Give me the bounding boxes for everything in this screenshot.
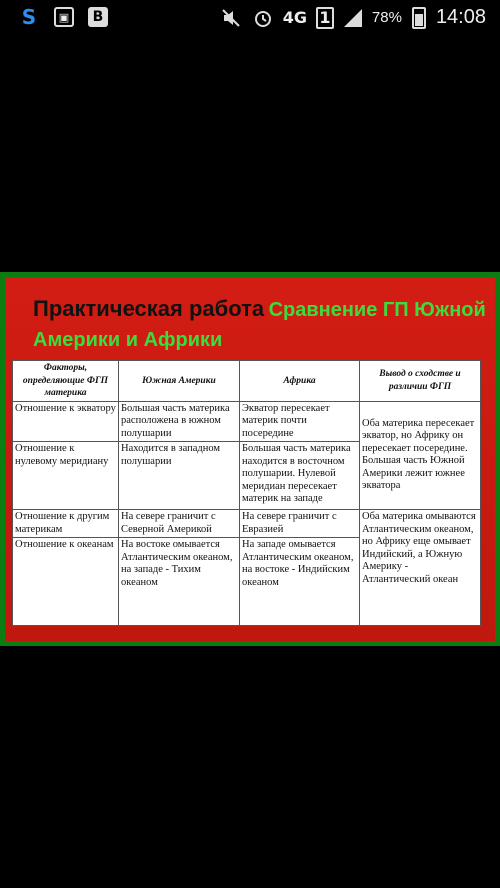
slide-image: [0, 272, 500, 646]
table-row: [13, 510, 481, 538]
cell-africa: На севере граничит с Евразией: [240, 510, 360, 538]
cell-south-america: Большая часть материка расположена в южном полушарии: [119, 401, 240, 442]
cell-factor: Отношение к нулевому меридиану: [13, 442, 119, 510]
header-conclusion: Вывод о сходстве и различии ФГП: [360, 361, 481, 402]
cell-africa: На западе омывается Атлантическим океаном, на востоке - Индийским океаном: [240, 538, 360, 626]
table-row: [13, 401, 481, 442]
cell-conclusion: Оба материка пересекает экватор, но Африку он пересекает посередине. Большая часть Южной Америки лежит южнее экватора: [360, 401, 481, 510]
battery-icon: [412, 7, 426, 29]
cell-south-america: На севере граничит с Северной Америкой: [119, 510, 240, 538]
mute-icon: [220, 7, 242, 29]
slide-title: [33, 295, 493, 356]
clock: 14:08: [435, 6, 486, 28]
sim-icon: 1: [316, 7, 334, 29]
cell-factor: Отношение к экватору: [13, 401, 119, 442]
battery-percent: 78%: [371, 9, 402, 26]
cell-factor: Отношение к другим материкам: [13, 510, 119, 538]
title-main: Практическая работа: [33, 296, 265, 321]
system-icons: [220, 6, 486, 29]
alarm-icon: [252, 7, 274, 29]
cell-south-america: На востоке омывается Атлантическим океаном, на западе - Тихим океаном: [119, 538, 240, 626]
cell-conclusion: Оба материка омываются Атлантическим океаном, но Африку еще омывает Индийский, а Южную Америку - Атлантический океан: [360, 510, 481, 626]
table-header-row: [13, 361, 481, 402]
header-factors: Факторы, определяющие ФГП материка: [13, 361, 119, 402]
comparison-table: [12, 360, 481, 626]
signal-icon: [344, 9, 362, 27]
header-south-america: Южная Америки: [119, 361, 240, 402]
notification-icons: [18, 6, 108, 28]
status-bar: [0, 0, 500, 36]
image-icon: ▣: [54, 7, 74, 27]
cell-south-america: Находится в западном полушарии: [119, 442, 240, 510]
s-app-icon: S: [21, 5, 37, 29]
network-type: 4G: [282, 7, 308, 27]
cell-africa: Большая часть материка находится в восточном полушарии. Нулевой меридиан пересекает материк на западе: [240, 442, 360, 510]
title-sub: Сравнение ГП Южной Америки и Африки: [33, 299, 486, 351]
cell-factor: Отношение к океанам: [13, 538, 119, 626]
cell-africa: Экватор пересекает материк почти посередине: [240, 401, 360, 442]
header-africa: Африка: [240, 361, 360, 402]
vk-icon: В: [88, 7, 108, 27]
